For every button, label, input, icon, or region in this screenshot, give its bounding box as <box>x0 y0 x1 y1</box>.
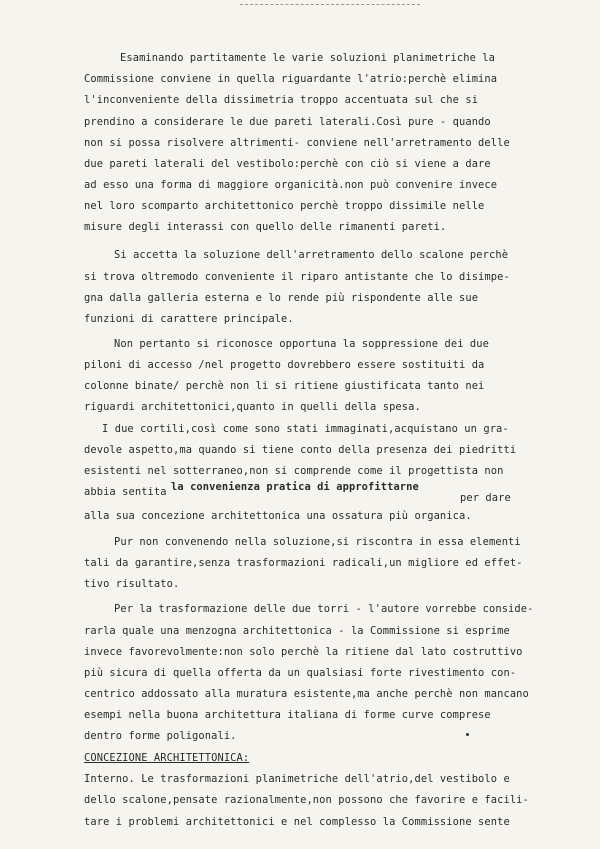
text-line: tali da garantire,senza trasformazioni radicali,un migliore ed effet- <box>84 557 523 569</box>
text-line: gna dalla galleria esterna e lo rende più rispondente alle sue <box>84 292 479 304</box>
text-line: funzioni di carattere principale. <box>84 313 294 325</box>
text-line: I due cortili,così come sono stati immaginati,acquistano un gra- <box>102 423 509 435</box>
text-line: Interno. Le trasformazioni planimetriche dell'atrio,del vestibolo e <box>84 773 510 785</box>
text-line: colonne binate/ perchè non li si ritiene giustificata tanto nei <box>84 380 485 392</box>
inserted-text: la convenienza pratica di approfittarne <box>171 481 419 493</box>
text-line: piloni di accesso /nel progetto dovrebbero essere sostituiti da <box>84 359 485 371</box>
text-line: ad esso una forma di maggiore organicità.non può convenire invece <box>84 179 498 191</box>
text-line: misure degli interassi con quello delle rimanenti pareti. <box>84 221 447 233</box>
text-line: per dare <box>460 492 511 504</box>
text-line: devole aspetto,ma quando si tiene conto della presenza dei piedritti <box>84 444 517 456</box>
text-line: Pur non convenendo nella soluzione,si riscontra in essa elementi <box>114 536 521 548</box>
text-line: alla sua concezione architettonica una ossatura più organica. <box>84 510 472 522</box>
section-heading: CONCEZIONE ARCHITETTONICA: <box>84 752 250 764</box>
text-line: dentro forme poligonali. <box>84 730 237 742</box>
stray-mark <box>466 733 469 736</box>
text-line: più sicura di quella offerta da un qualsiasi forte rivestimento con- <box>84 667 517 679</box>
text-line: abbia sentita <box>84 486 167 498</box>
text-line: centrico addossato alla muratura esistente,ma anche perchè non mancano <box>84 688 529 700</box>
top-edge-marks <box>240 4 420 9</box>
text-line: invece favorevolmente:non solo perchè la ritiene dal lato costruttivo <box>84 646 523 658</box>
text-line: Per la trasformazione delle due torri - l'autore vorrebbe conside- <box>114 603 534 615</box>
text-line: tare i problemi architettonici e nel complesso la Commissione sente <box>84 816 510 828</box>
text-line: tivo risultato. <box>84 578 180 590</box>
text-line: Si accetta la soluzione dell'arretramento dello scalone perchè <box>114 249 509 261</box>
text-line: esistenti nel sotterraneo,non si comprende come il progettista non <box>84 465 504 477</box>
text-line: prendino a considerare le due pareti laterali.Così pure - quando <box>84 116 491 128</box>
text-line: riguardi architettonici,quanto in quelli della spesa. <box>84 401 421 413</box>
text-line: nel loro scomparto architettonico perchè troppo dissimile nelle <box>84 200 485 212</box>
text-line: due pareti laterali del vestibolo:perchè con ciò si viene a dare <box>84 158 491 170</box>
text-line: non si possa risolvere altrimenti- conviene nell'arretramento delle <box>84 137 510 149</box>
text-line: dello scalone,pensate razionalmente,non possono che favorire e facili- <box>84 794 529 806</box>
text-line: Commissione conviene in quella riguardante l'atrio:perchè elimina <box>84 73 498 85</box>
text-line: si trova oltremodo conveniente il riparo antistante che lo disimpe- <box>84 271 510 283</box>
text-line: Esaminando partitamente le varie soluzioni planimetriche la <box>120 52 495 64</box>
text-line: rarla quale una menzogna architettonica - la Commissione si esprime <box>84 625 510 637</box>
text-line: esempi nella buona architettura italiana di forme curve comprese <box>84 709 491 721</box>
text-line: l'inconveniente della dissimetria troppo accentuata sul che si <box>84 94 479 106</box>
text-line: Non pertanto si riconosce opportuna la soppressione dei due <box>114 338 489 350</box>
